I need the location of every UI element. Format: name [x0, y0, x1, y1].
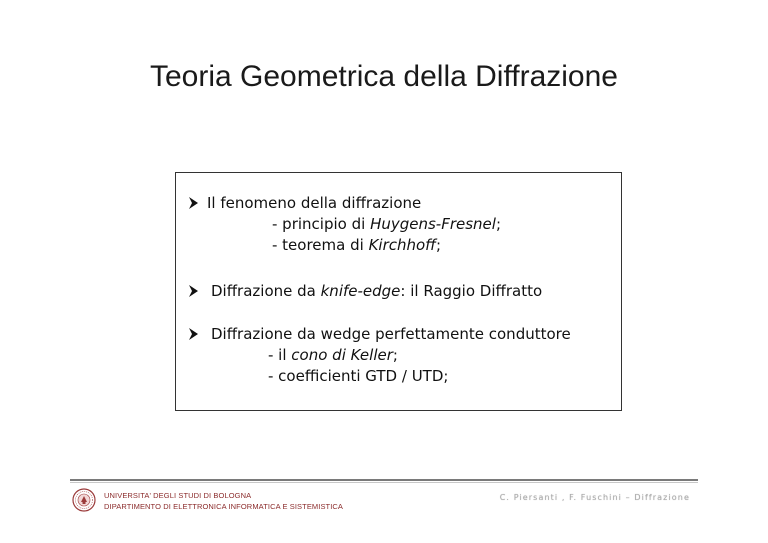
bullet-3-text: Diffrazione da wedge perfettamente conduttore	[211, 325, 571, 343]
bullet-2-text: Diffrazione da	[211, 282, 321, 300]
bullet-3	[189, 324, 571, 344]
university-seal-icon	[72, 488, 96, 512]
content-box	[175, 172, 622, 411]
sub-italic: Kirchhoff	[368, 236, 436, 254]
footer-divider-shadow	[70, 482, 698, 483]
bullet-2	[189, 281, 542, 301]
sub-text: - il	[268, 346, 292, 364]
arrowhead-bullet-icon	[189, 197, 198, 209]
bullet-3-sub-1	[268, 345, 398, 365]
bullet-1-sub-2	[272, 235, 441, 255]
sub-suffix: ;	[495, 215, 502, 233]
bullet-1-sub-1	[272, 214, 501, 234]
sub-suffix: ;	[392, 346, 398, 364]
footer-authors: C. Piersanti , F. Fuschini – Diffrazione	[499, 493, 690, 502]
bullet-2-italic: knife-edge	[320, 282, 401, 300]
footer-divider	[70, 479, 698, 481]
slide-title: Teoria Geometrica della Diffrazione	[149, 60, 618, 93]
arrowhead-bullet-icon	[189, 285, 198, 297]
sub-text: - coefficienti GTD / UTD;	[268, 367, 449, 385]
bullet-2-suffix: : il Raggio Diffratto	[400, 282, 543, 300]
sub-italic: cono di Keller	[291, 346, 393, 364]
arrowhead-bullet-icon	[189, 328, 198, 340]
university-name	[104, 490, 343, 512]
sub-text: - principio di	[272, 215, 371, 233]
department-line: DIPARTIMENTO DI ELETTRONICA INFORMATICA E SISTEMISTICA	[104, 502, 344, 511]
bullet-1-text: Il fenomeno della diffrazione	[207, 194, 422, 212]
bullet-3-sub-2	[268, 366, 448, 386]
sub-suffix: ;	[436, 236, 442, 254]
sub-italic: Huygens-Fresnel	[370, 215, 496, 233]
sub-text: - teorema di	[272, 236, 369, 254]
bullet-1	[189, 193, 421, 213]
university-line-1: UNIVERSITA' DEGLI STUDI DI BOLOGNA	[104, 491, 252, 500]
